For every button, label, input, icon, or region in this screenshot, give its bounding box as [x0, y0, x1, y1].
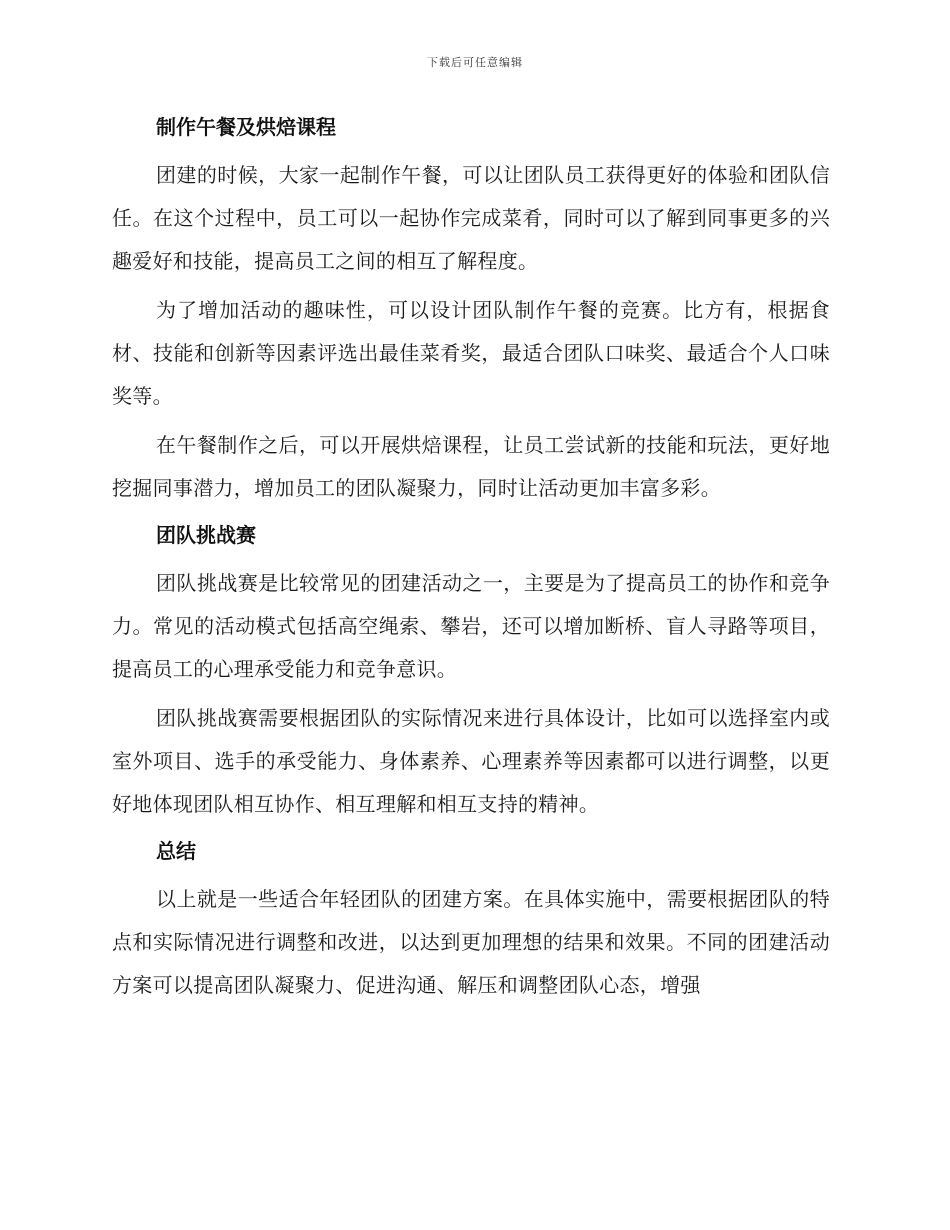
section-heading: 总结 — [156, 839, 196, 863]
paragraph: 在午餐制作之后，可以开展烘焙课程，让员工尝试新的技能和玩法，更好地挖掘同事潜力，增加员工的团队凝聚力，同时让活动更加丰富多彩。 — [112, 433, 830, 500]
section-team-challenge — [112, 516, 830, 826]
paragraph: 团队挑战赛需要根据团队的实际情况来进行具体设计，比如可以选择室内或室外项目、选手的承受能力、身体素养、心理素养等因素都可以进行调整，以更好地体现团队相互协作、相互理解和相互支持的精神。 — [112, 706, 830, 816]
section-summary — [112, 832, 830, 1007]
section-heading: 制作午餐及烘焙课程 — [156, 115, 336, 139]
paragraph: 为了增加活动的趣味性，可以设计团队制作午餐的竞赛。比方有，根据食材、技能和创新等因素评选出最佳菜肴奖，最适合团队口味奖、最适合个人口味奖等。 — [112, 298, 830, 408]
document-body — [112, 108, 830, 1013]
section-lunch-baking — [112, 108, 830, 510]
paragraph: 团队挑战赛是比较常见的团建活动之一，主要是为了提高员工的协作和竞争力。常见的活动模式包括高空绳索、攀岩，还可以增加断桥、盲人寻路等项目，提高员工的心理承受能力和竞争意识。 — [112, 571, 830, 681]
paragraph: 以上就是一些适合年轻团队的团建方案。在具体实施中，需要根据团队的特点和实际情况进行调整和改进，以达到更加理想的结果和效果。不同的团建活动方案可以提高团队凝聚力、促进沟通、解压和调整团队心态，增强 — [112, 887, 830, 997]
section-heading: 团队挑战赛 — [156, 523, 256, 547]
paragraph: 团建的时候，大家一起制作午餐，可以让团队员工获得更好的体验和团队信任。在这个过程中，员工可以一起协作完成菜肴，同时可以了解到同事更多的兴趣爱好和技能，提高员工之间的相互了解程度。 — [112, 163, 830, 273]
header-note: 下载后可任意编辑 — [427, 56, 523, 69]
